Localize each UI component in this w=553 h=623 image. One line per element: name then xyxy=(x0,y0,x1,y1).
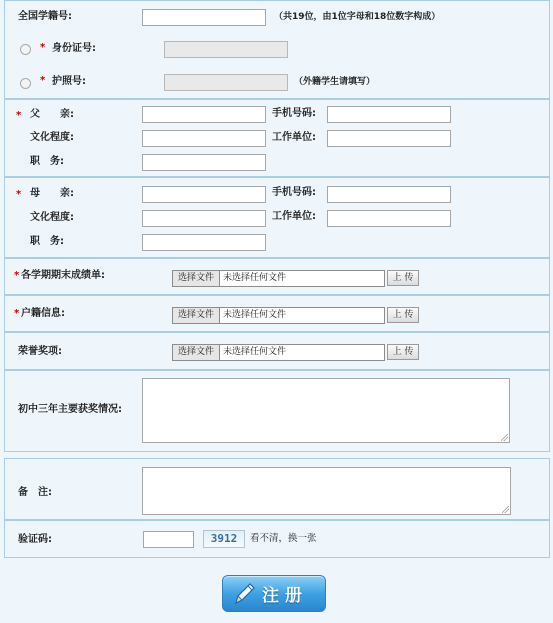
father-education-input[interactable] xyxy=(142,130,266,147)
mother-phone-label: 手机号码: xyxy=(272,187,316,198)
required-star: * xyxy=(16,189,22,200)
resize-grip-icon[interactable] xyxy=(501,434,508,441)
passport-input[interactable] xyxy=(164,74,288,91)
father-work-label: 工作单位: xyxy=(272,132,316,143)
choose-file-button[interactable]: 选择文件 xyxy=(173,308,220,323)
honors-upload-button[interactable]: 上 传 xyxy=(387,344,419,360)
father-name-input[interactable] xyxy=(142,106,266,123)
mother-label: 母 亲: xyxy=(30,188,74,199)
student-id-label: 全国学籍号: xyxy=(18,11,72,22)
file-status: 未选择任何文件 xyxy=(223,273,287,283)
mother-work-label: 工作单位: xyxy=(272,211,316,222)
father-phone-input[interactable] xyxy=(327,106,451,123)
choose-file-button[interactable]: 选择文件 xyxy=(173,271,220,286)
awards-textarea[interactable] xyxy=(142,378,510,443)
file-status: 未选择任何文件 xyxy=(223,347,287,357)
father-phone-label: 手机号码: xyxy=(272,108,316,119)
required-star: * xyxy=(40,75,46,86)
required-star: * xyxy=(16,110,22,121)
register-label: 注册 xyxy=(262,586,308,606)
passport-label: 护照号: xyxy=(52,76,86,87)
captcha-refresh-link[interactable]: 看不清，换一张 xyxy=(250,533,317,544)
required-star: * xyxy=(14,308,20,319)
passport-hint: （外籍学生请填写） xyxy=(294,77,376,87)
passport-radio[interactable] xyxy=(20,78,31,89)
resize-grip-icon[interactable] xyxy=(502,506,509,513)
mother-position-label: 职 务: xyxy=(30,236,64,247)
required-star: * xyxy=(14,270,20,281)
awards-label: 初中三年主要获奖情况: xyxy=(18,404,122,415)
student-id-input[interactable] xyxy=(142,9,266,26)
mother-name-input[interactable] xyxy=(142,186,266,203)
captcha-label: 验证码: xyxy=(18,534,52,545)
mother-position-input[interactable] xyxy=(142,234,266,251)
choose-file-button[interactable]: 选择文件 xyxy=(173,345,220,360)
household-label: 户籍信息: xyxy=(21,308,65,319)
father-label: 父 亲: xyxy=(30,109,74,120)
household-file-input[interactable] xyxy=(172,307,385,324)
captcha-image[interactable]: 3912 xyxy=(203,530,245,548)
required-star: * xyxy=(40,42,46,53)
file-status: 未选择任何文件 xyxy=(223,310,287,320)
id-card-label: 身份证号: xyxy=(52,43,96,54)
pencil-icon xyxy=(233,581,257,607)
mother-education-label: 文化程度: xyxy=(30,212,74,223)
remarks-textarea[interactable] xyxy=(142,467,511,515)
father-work-input[interactable] xyxy=(327,130,451,147)
father-position-label: 职 务: xyxy=(30,156,64,167)
transcript-file-input[interactable] xyxy=(172,270,385,287)
student-id-hint: （共19位，由1位字母和18位数字构成） xyxy=(274,12,441,22)
mother-education-input[interactable] xyxy=(142,210,266,227)
father-education-label: 文化程度: xyxy=(30,132,74,143)
honors-file-input[interactable] xyxy=(172,344,385,361)
transcript-label: 各学期期末成绩单: xyxy=(21,270,105,281)
captcha-input[interactable] xyxy=(143,531,194,548)
mother-work-input[interactable] xyxy=(327,210,451,227)
household-upload-button[interactable]: 上 传 xyxy=(387,307,419,323)
id-card-input[interactable] xyxy=(164,41,288,58)
transcript-upload-button[interactable]: 上 传 xyxy=(387,270,419,286)
register-button[interactable] xyxy=(222,575,326,612)
mother-phone-input[interactable] xyxy=(327,186,451,203)
honors-label: 荣誉奖项: xyxy=(18,346,62,357)
father-position-input[interactable] xyxy=(142,154,266,171)
remarks-label: 备 注: xyxy=(18,487,52,498)
id-card-radio[interactable] xyxy=(20,44,31,55)
